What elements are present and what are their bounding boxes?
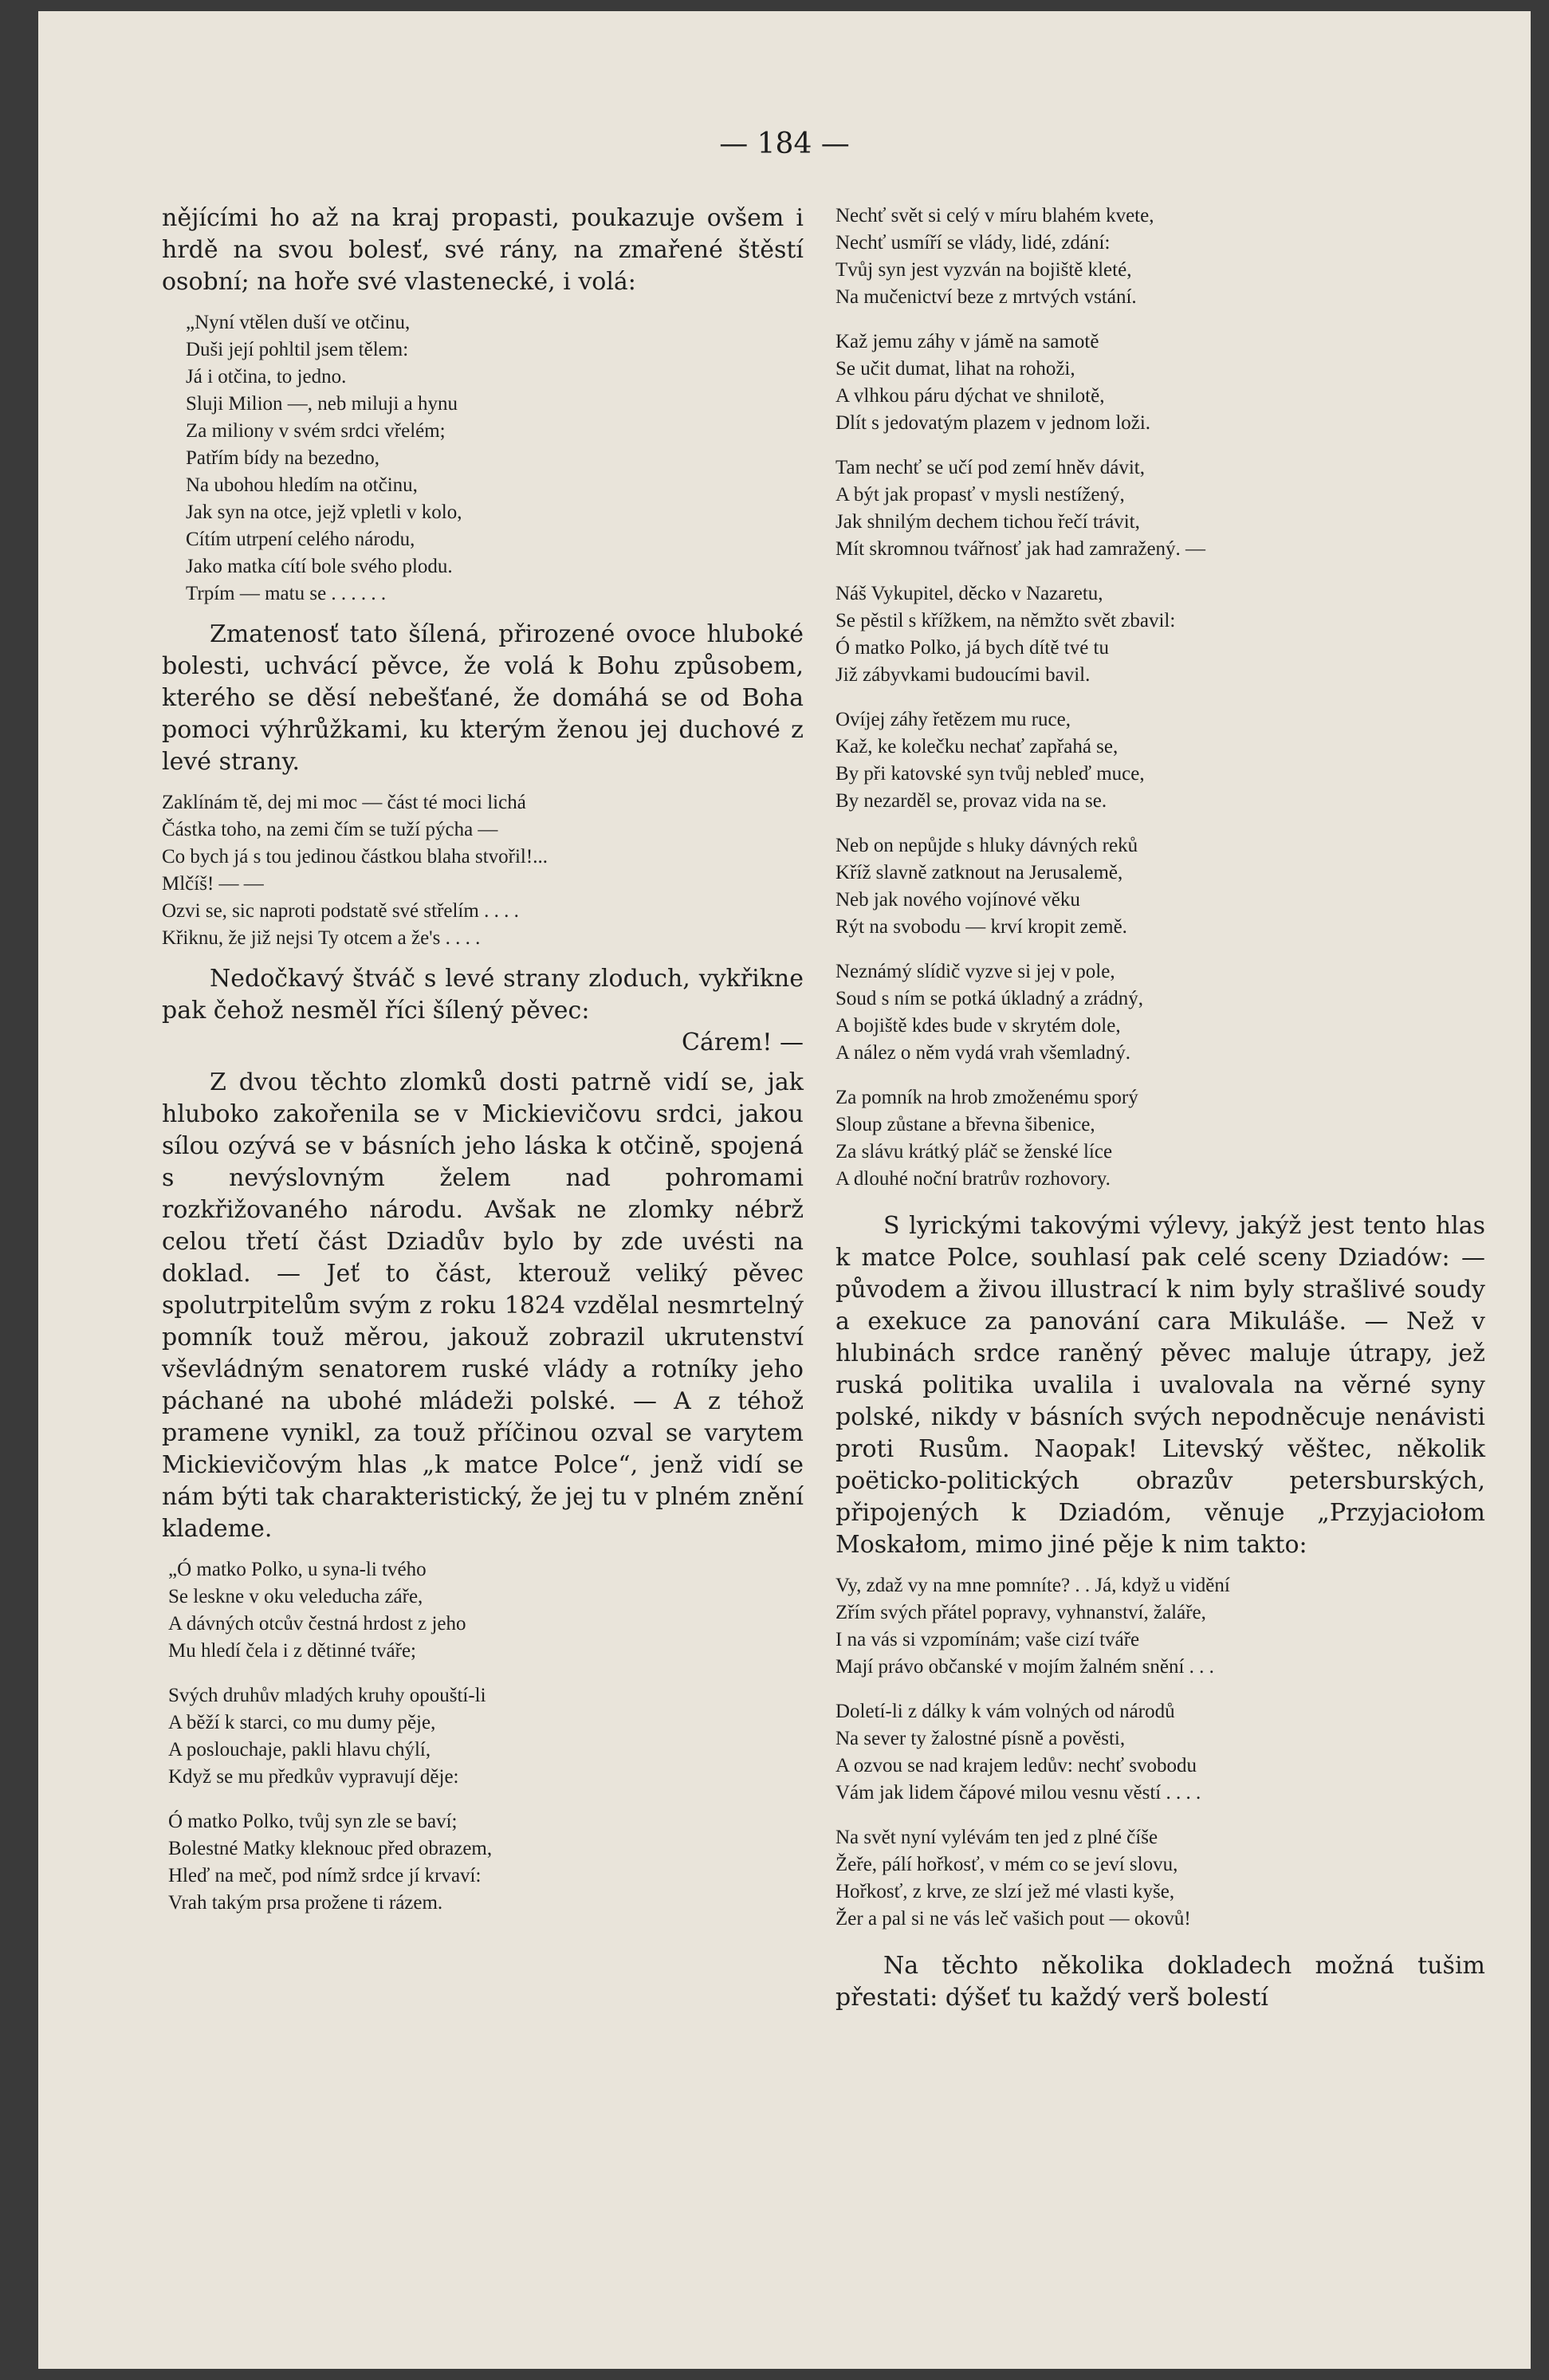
poem-line: Ó matko Polko, já bych dítě tvé tu — [835, 637, 1110, 659]
poem-line: A běží k starci, co mu dumy pěje, — [168, 1712, 436, 1733]
poem-line: Křiknu, že již nejsi Ty otcem a že's . . . . — [162, 927, 481, 949]
poem-line: „Ó matko Polko, u syna-li tvého — [168, 1559, 427, 1580]
page-number: — 184 — — [719, 128, 850, 160]
poem-line: Já i otčina, to jedno. — [186, 366, 347, 387]
poem-line: Tam nechť se učí pod zemí hněv dávit, — [835, 457, 1145, 478]
stanza — [835, 203, 1485, 311]
poem-line: Hořkosť, z krve, ze slzí jež mé vlasti kyše, — [835, 1881, 1175, 1902]
poem-line: A být jak propasť v mysli nestížený, — [835, 484, 1125, 506]
poem-line: „Nyní vtělen duší ve otčinu, — [186, 312, 411, 333]
poem-line: Na mučenictví beze z mrtvých vstání. — [835, 286, 1137, 308]
poem-line: Kaž, ke kolečku nechať zapřahá se, — [835, 736, 1119, 757]
stanza — [835, 958, 1485, 1067]
poem-excerpt — [162, 789, 804, 952]
poem-line: Za pomník na hrob zmoženému sporý — [835, 1087, 1138, 1108]
poem-line: By nezarděl se, provaz vida na se. — [835, 790, 1107, 812]
poem-line: Na ubohou hledím na otčinu, — [186, 474, 418, 496]
exclamation: Cárem! — — [682, 1029, 804, 1056]
paragraph: Na těchto několika dokladech možná tušim přestati: dýšeť tu každý verš bolestí — [835, 1952, 1485, 2012]
poem-line: A bojiště kdes bude v skrytém dole, — [835, 1015, 1121, 1037]
paragraph: S lyrickými takovými výlevy, jakýž jest tento hlas k matce Polce, souhlasí pak celé sceny Dziadów: — původem a živou illustrací k nim byly strašlivé soudy a exekuce za panování cara Mikuláše. — Než v hlubinách srdce raněný pěvec maluje útrapy, jež ruská politika uvalila i uvalovala na věrné syny polské, nikdy v básních svých nepodněcuje nenávisti proti Rusům. Naopak! Litevský věštec, několik poëticko-politických obrazův petersburských, připojených k Dziadóm, věnuje „Przyjaciołom Moskałom, mimo jiné pěje k nim takto: — [835, 1212, 1485, 1559]
poem-line: Žer a pal si ne vás leč vašich pout — okovů! — [835, 1908, 1191, 1930]
poem-line: Za slávu krátký pláč se ženské líce — [835, 1141, 1113, 1162]
paragraph: nějícími ho až na kraj propasti, poukazuje ovšem i hrdě na svou bolesť, své rány, na zmařené štěstí osobní; na hoře své vlastenecké, i volá: — [162, 204, 804, 296]
poem-line: Zaklínám tě, dej mi moc — část té moci lichá — [162, 792, 526, 813]
poem-line: Sluji Milion —, neb miluji a hynu — [186, 393, 458, 415]
stanza — [168, 1682, 804, 1791]
poem-line: Jak syn na otce, jejž vpletli v kolo, — [186, 502, 462, 523]
poem-line: A dlouhé noční bratrův rozhovory. — [835, 1168, 1111, 1190]
poem-line: Rýt na svobodu — krví kropit země. — [835, 916, 1127, 938]
stanza — [168, 1808, 804, 1917]
poem-line: A ozvou se nad krajem ledův: nechť svobodu — [835, 1755, 1197, 1776]
stanza — [835, 454, 1485, 563]
right-column — [835, 203, 1485, 2014]
poem-line: Neznámý slídič vyzve si jej v pole, — [835, 961, 1115, 982]
poem-line: Vám jak lidem čápové milou vesnu věstí . . . . — [835, 1782, 1201, 1804]
poem-line: A dávných otcův čestná hrdost z jeho — [168, 1613, 466, 1635]
poem-line: Na sever ty žalostné písně a pověsti, — [835, 1728, 1126, 1749]
stanza — [835, 706, 1485, 815]
poem-line: Na svět nyní vylévám ten jed z plné číše — [835, 1827, 1158, 1848]
poem-line: Nechť usmíří se vlády, lidé, zdání: — [835, 232, 1111, 254]
paragraph: Z dvou těchto zlomků dosti patrně vidí se, jak hluboko zakořenila se v Mickievičovu srdci, jakou sílou ozývá se v básních jeho láska k otčině, spojená s nevýslovným želem nad pohromami rozkřižovaného národu. Avšak ne zlomky nébrž celou třetí část Dziadův bylo by zde uvésti na doklad. — Jeť to část, kterouž veliký pěvec spolutrpitelům svým z roku 1824 vzdělal nesmrtelný pomník touž měrou, jakouž zobrazil ukrutenství vševládným senatorem ruské vlády a rotníky jeho páchané na ubohé mládeži polské. — A z téhož pramene vynikl, za touž příčinou ozval se varytem Mickievičovým hlas „k matce Polce“, jenž vidí se nám býti tak charakteristický, že jej tu v plném znění klademe. — [162, 1068, 804, 1543]
poem-line: Sloup zůstane a břevna šibenice, — [835, 1114, 1095, 1135]
stanza — [835, 580, 1485, 689]
book-page — [38, 11, 1531, 2369]
poem-line: By při katovské syn tvůj nebleď muce, — [835, 763, 1145, 785]
poem-line: Ozvi se, sic naproti podstatě své střelím . . . . — [162, 900, 519, 922]
poem-line: Mu hledí čela i z dětinné tváře; — [168, 1640, 416, 1662]
poem-line: Jako matka cítí bole svého plodu. — [186, 556, 453, 577]
poem-line: Neb on nepůjde s hluky dávných reků — [835, 835, 1138, 856]
poem-line: Cítím utrpení celého národu, — [186, 529, 415, 550]
poem-line: A nález o něm vydá vrah všemladný. — [835, 1042, 1131, 1064]
poem-line: Nechť svět si celý v míru blahém kvete, — [835, 205, 1154, 226]
stanza — [168, 1556, 804, 1665]
stanza — [835, 328, 1485, 437]
poem-line: Se leskne v oku veleducha záře, — [168, 1586, 423, 1607]
poem-line: Tvůj syn jest vyzván na bojiště kleté, — [835, 259, 1132, 281]
poem-line: Co bych já s tou jedinou částkou blaha stvořil!... — [162, 846, 548, 867]
poem-line: Mají právo občanské v mojím žalném snění . . . — [835, 1656, 1214, 1678]
left-column — [162, 203, 804, 1934]
poem-line: Žeře, pálí hořkosť, v mém co se jeví slovu, — [835, 1854, 1178, 1875]
poem-line: Patřím bídy na bezedno, — [186, 447, 379, 469]
poem-line: Hleď na meč, pod nímž srdce jí krvaví: — [168, 1865, 482, 1886]
poem-continuation — [835, 203, 1485, 1193]
poem-line: A vlhkou páru dýchat ve shnilotě, — [835, 385, 1105, 407]
poem-matce-polce — [162, 1556, 804, 1917]
poem-line: Jak shnilým dechem tichou řečí trávit, — [835, 511, 1140, 533]
poem-line: Dlít s jedovatým plazem v jednom loži. — [835, 412, 1151, 434]
paragraph: Zmatenosť tato šílená, přirozené ovoce hluboké bolesti, uchvácí pěvce, že volá k Bohu způsobem, kterého se děsí nebešťané, že domáhá se od Boha pomoci výhrůžkami, ku kterým ženou jej duchové z levé strany. — [162, 620, 804, 776]
poem-line: Kaž jemu záhy v jámě na samotě — [835, 331, 1099, 352]
stanza — [835, 832, 1485, 941]
poem-line: I na vás si vzpomínám; vaše cizí tváře — [835, 1629, 1140, 1650]
poem-line: Částka toho, na zemi čím se tuží pýcha — — [162, 819, 498, 840]
poem-line: Trpím — matu se . . . . . . — [186, 583, 387, 604]
poem-przyjaciolom — [835, 1572, 1485, 1933]
stanza — [835, 1824, 1485, 1933]
stanza — [835, 1698, 1485, 1807]
poem-line: Neb jak nového vojínové věku — [835, 889, 1080, 911]
poem-line: Mlčíš! — — — [162, 873, 264, 895]
poem-line: Vrah takým prsa prožene ti rázem. — [168, 1892, 443, 1914]
poem-line: Již zábyvkami budoucími bavil. — [835, 664, 1091, 686]
poem-line: Vy, zdaž vy na mne pomníte? . . Já, když u vidění — [835, 1575, 1230, 1596]
stanza — [835, 1084, 1485, 1193]
poem-line: Zřím svých přátel popravy, vyhnanství, žaláře, — [835, 1602, 1206, 1623]
poem-line: Soud s ním se potká úkladný a zrádný, — [835, 988, 1144, 1009]
poem-line: Ó matko Polko, tvůj syn zle se baví; — [168, 1811, 458, 1832]
poem-line: Bolestné Matky kleknouc před obrazem, — [168, 1838, 493, 1859]
poem-line: Kříž slavně zatknout na Jerusalemě, — [835, 862, 1123, 883]
poem-line: Když se mu předkův vypravují děje: — [168, 1766, 459, 1788]
poem-line: Duši její pohltil jsem tělem: — [186, 339, 409, 360]
poem-line: Za miliony v svém srdci vřelém; — [186, 420, 446, 442]
poem-line: Ovíjej záhy řetězem mu ruce, — [835, 709, 1071, 730]
poem-line: Svých druhův mladých kruhy opouští-li — [168, 1685, 486, 1706]
poem-line: Se pěstil s křížkem, na němžto svět zbavil: — [835, 610, 1176, 631]
poem-line: Doletí-li z dálky k vám volných od národů — [835, 1701, 1175, 1722]
poem-line: A poslouchaje, pakli hlavu chýlí, — [168, 1739, 431, 1760]
poem-line: Se učit dumat, lihat na rohoži, — [835, 358, 1075, 380]
paragraph: Nedočkavý štváč s levé strany zloduch, vykřikne pak čehož nesměl říci šílený pěvec: — [162, 965, 804, 1025]
stanza — [835, 1572, 1485, 1681]
poem-line: Náš Vykupitel, děcko v Nazaretu, — [835, 583, 1103, 604]
poem-line: Mít skromnou tvářnosť jak had zamražený. — — [835, 538, 1206, 560]
poem-excerpt — [162, 309, 804, 608]
